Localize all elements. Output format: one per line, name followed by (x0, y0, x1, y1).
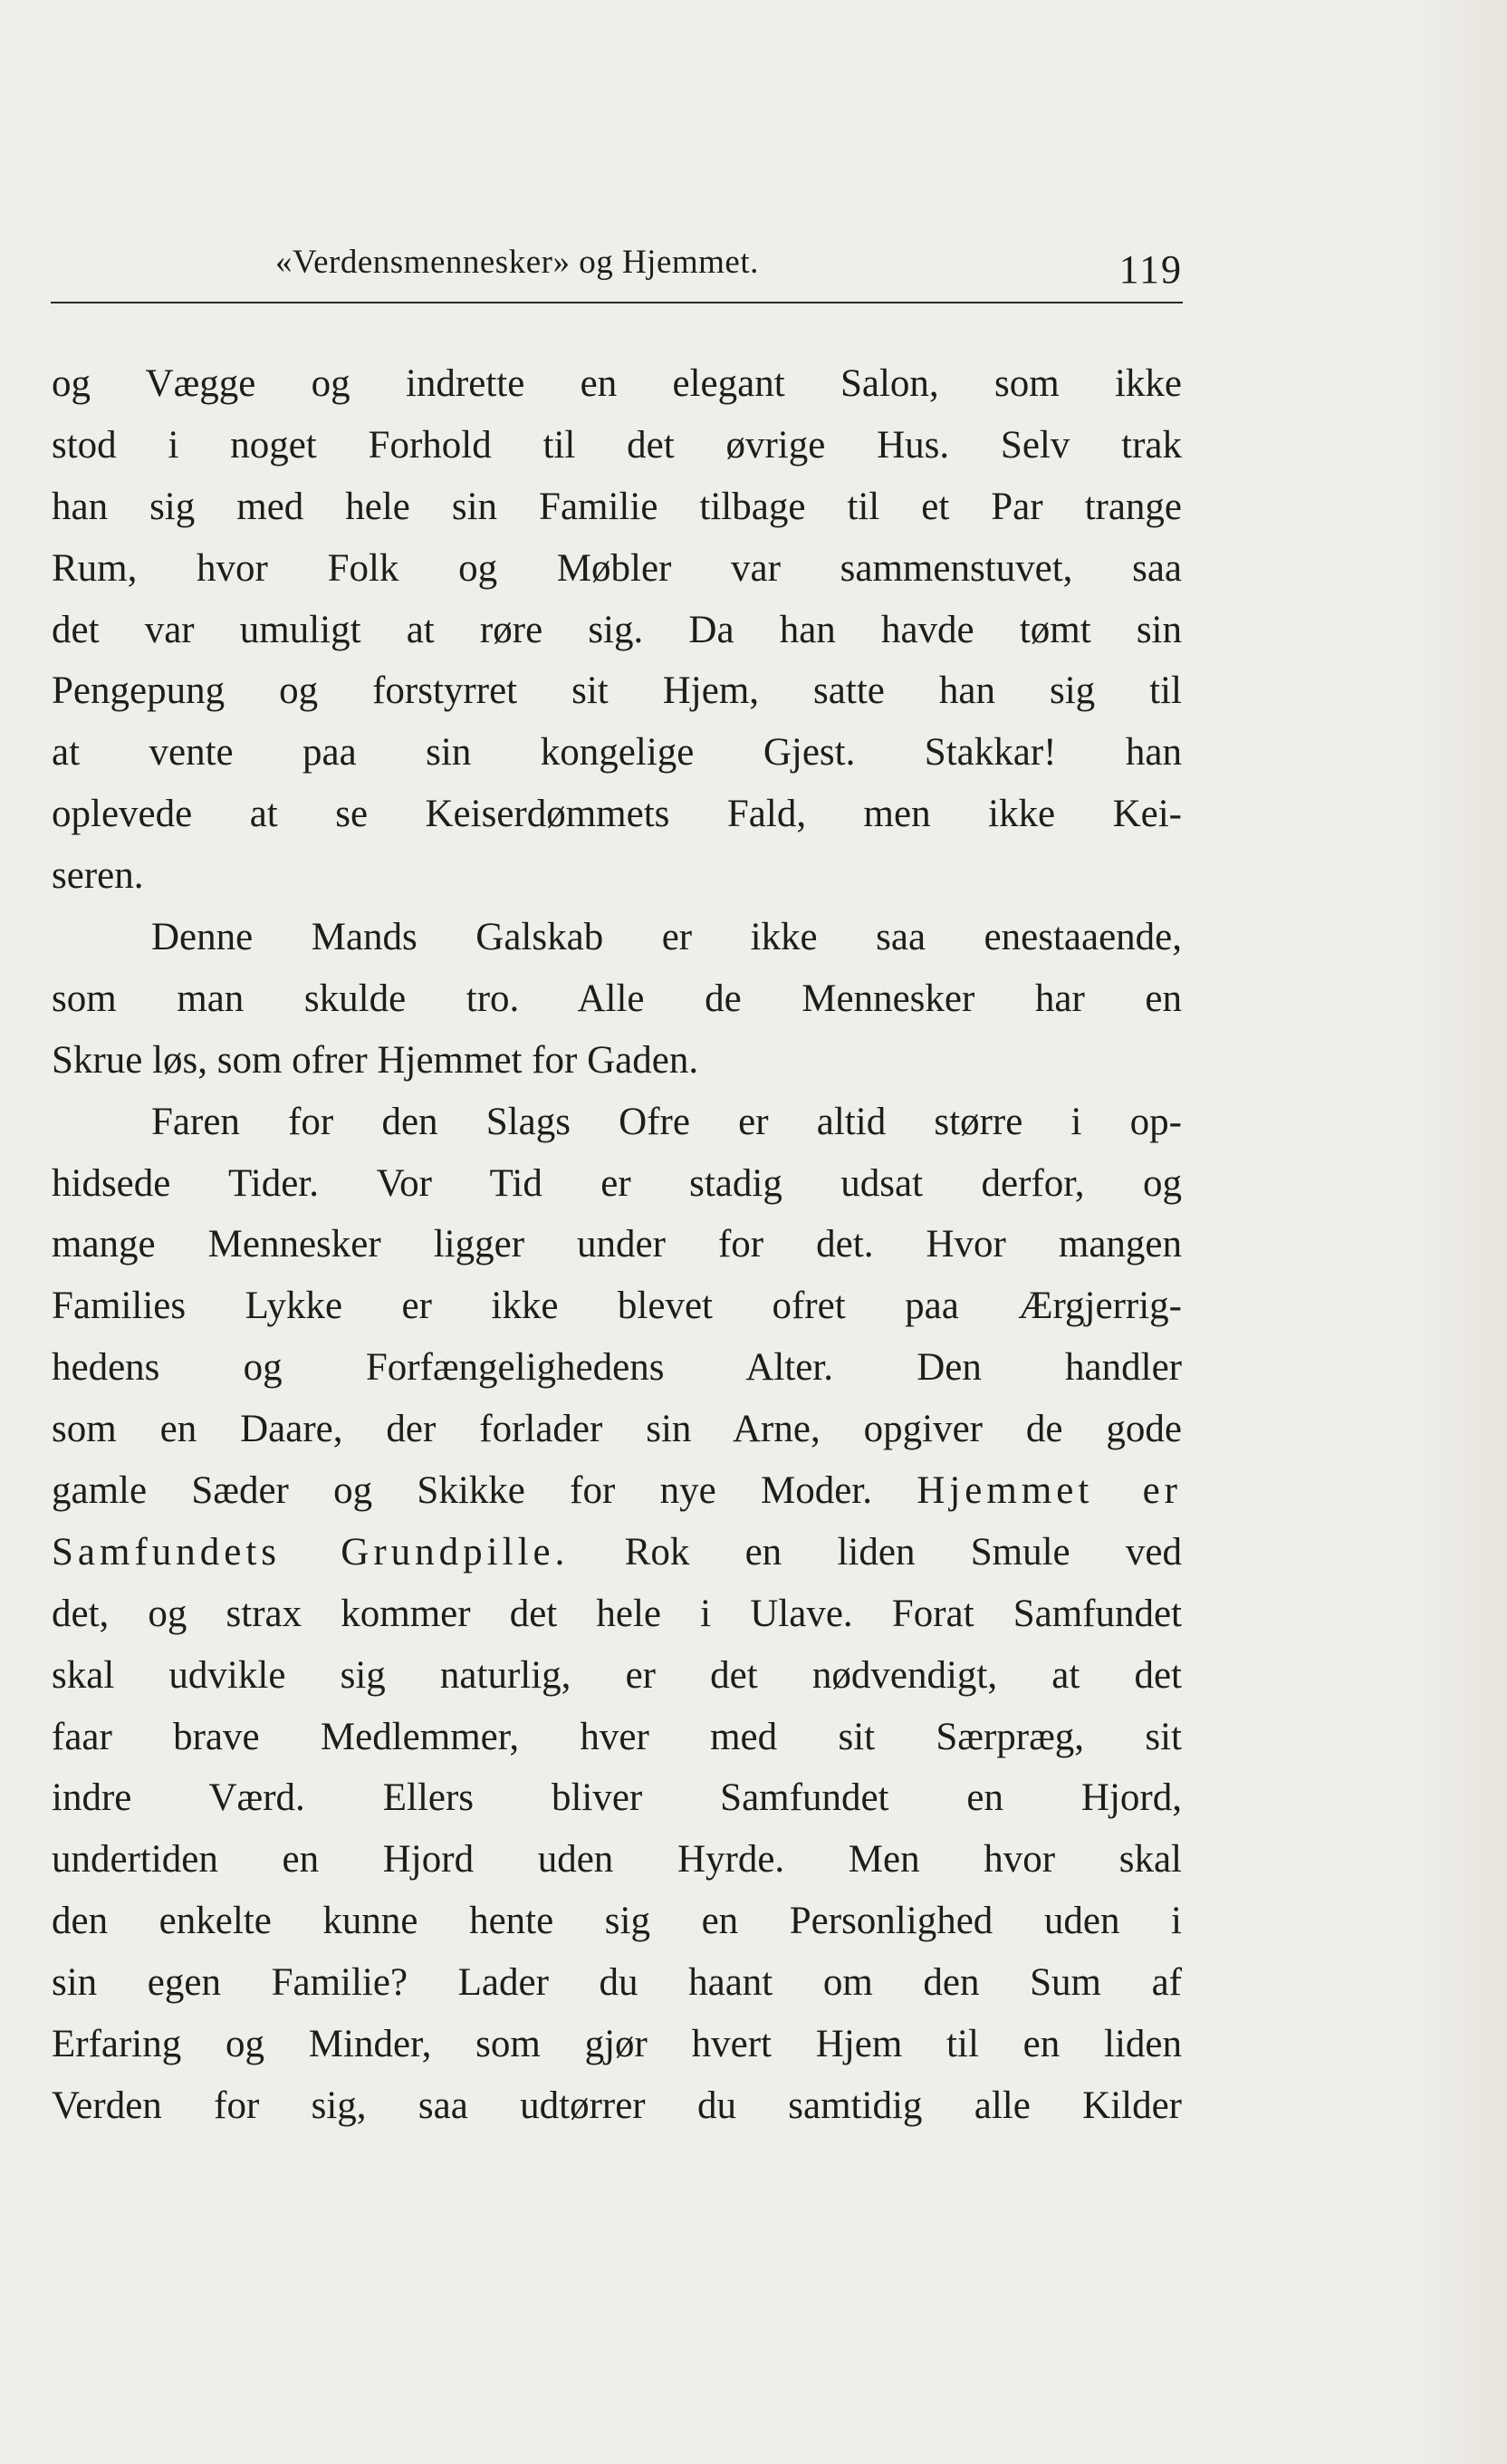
text-line: skal udvikle sig naturlig, er det nødvendigt, at det (52, 1653, 1182, 1697)
text-segment: gamle Sæder og Skikke for nye Moder. (52, 1469, 917, 1513)
running-title: «Verdensmennesker» og Hjemmet. (275, 244, 759, 281)
header-rule (51, 302, 1183, 303)
text-line: han sig med hele sin Familie tilbage til et Par trange (52, 485, 1182, 528)
text-segment: Rok en liden Smule ved (569, 1530, 1182, 1574)
text-line: hidsede Tider. Vor Tid er stadig udsat derfor, og (52, 1161, 1182, 1205)
running-head (51, 243, 1183, 297)
paragraph-start-line: Faren for den Slags Ofre er altid større i op- (151, 1100, 1182, 1143)
page-number: 119 (1118, 247, 1183, 292)
paragraph-start-line: Denne Mands Galskab er ikke saa enestaaende, (151, 916, 1182, 959)
text-line: det, og strax kommer det hele i Ulave. Forat Samfundet (52, 1592, 1182, 1635)
text-line: Erfaring og Minder, som gjør hvert Hjem til en liden (52, 2023, 1182, 2066)
spaced-emphasis: Hjemmet er (917, 1469, 1182, 1513)
text-line: Pengepung og forstyrret sit Hjem, satte han sig til (52, 669, 1182, 713)
text-line: Skrue løs, som ofrer Hjemmet for Gaden. (52, 1038, 699, 1082)
text-line: og Vægge og indrette en elegant Salon, som ikke (52, 362, 1182, 405)
text-line: at vente paa sin kongelige Gjest. Stakkar! han (52, 731, 1182, 775)
text-line-with-spaced-emphasis (52, 1522, 1182, 1583)
text-line: faar brave Medlemmer, hver med sit Særpræg, sit (52, 1715, 1182, 1758)
text-line: Verden for sig, saa udtørrer du samtidig alle Kilder (52, 2084, 1182, 2127)
text-line: som en Daare, der forlader sin Arne, opgiver de gode (52, 1408, 1182, 1451)
text-line: hedens og Forfængelighedens Alter. Den handler (52, 1346, 1182, 1390)
text-line: den enkelte kunne hente sig en Personlighed uden i (52, 1900, 1182, 1943)
text-line: Rum, hvor Folk og Møbler var sammenstuvet, saa (52, 546, 1182, 590)
text-line: seren. (52, 854, 144, 898)
text-line: indre Værd. Ellers bliver Samfundet en Hjord, (52, 1776, 1182, 1820)
body-text (52, 353, 1182, 2137)
text-line: som man skulde tro. Alle de Mennesker har en (52, 977, 1182, 1020)
text-line: stod i noget Forhold til det øvrige Hus. Selv trak (52, 423, 1182, 467)
spaced-emphasis: Samfundets Grundpille. (52, 1530, 570, 1574)
text-line: Families Lykke er ikke blevet ofret paa Ærgjerrig- (52, 1285, 1182, 1328)
text-line: mange Mennesker ligger under for det. Hvor mangen (52, 1223, 1182, 1266)
text-line: sin egen Familie? Lader du haant om den Sum af (52, 1961, 1182, 2005)
text-line: oplevede at se Keiserdømmets Fald, men ikke Kei- (52, 793, 1182, 836)
text-line-with-spaced-emphasis (52, 1460, 1182, 1522)
page-edge-shading (1413, 0, 1507, 2464)
text-line: undertiden en Hjord uden Hyrde. Men hvor skal (52, 1838, 1182, 1882)
text-line: det var umuligt at røre sig. Da han havde tømt sin (52, 608, 1182, 651)
